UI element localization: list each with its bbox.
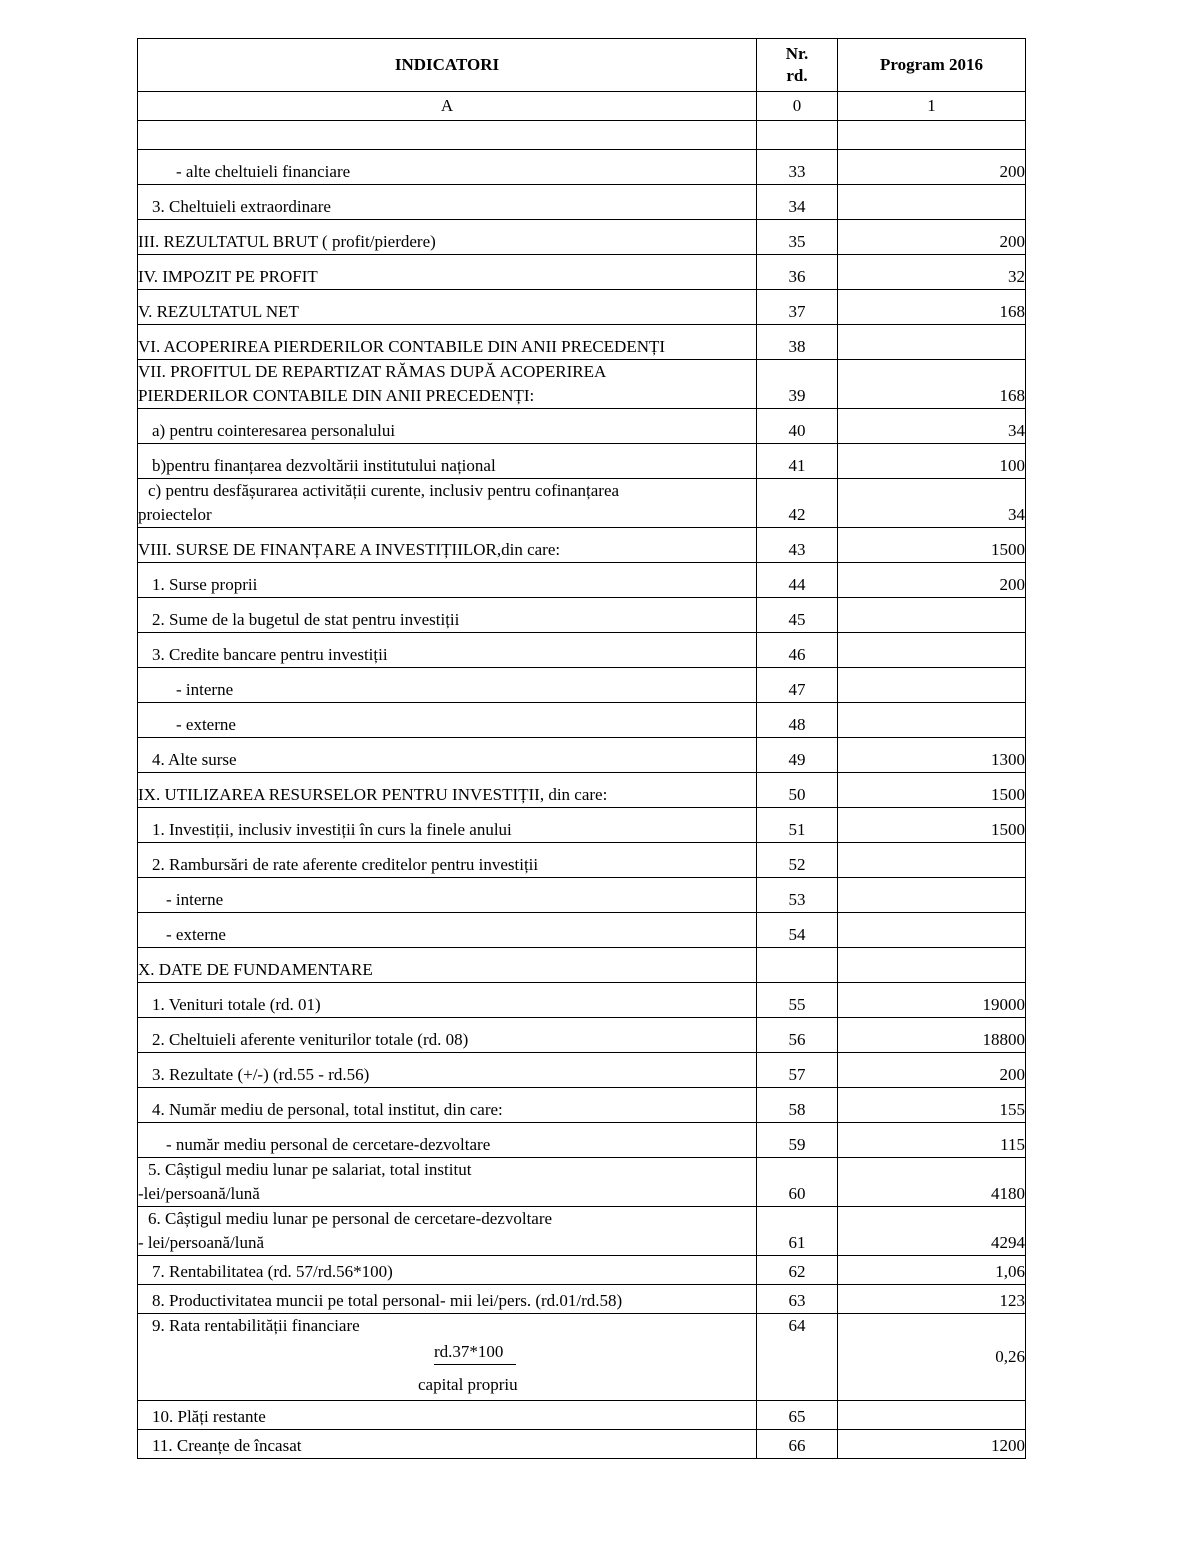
row-value xyxy=(838,1401,1026,1430)
row-nr: 40 xyxy=(757,409,838,444)
row-label: b)pentru finanțarea dezvoltării institutului național xyxy=(138,444,757,479)
row-label-line1: 9. Rata rentabilității financiare xyxy=(152,1316,360,1335)
table-row xyxy=(138,479,1026,528)
table-row xyxy=(138,1430,1026,1459)
table-row xyxy=(138,325,1026,360)
table-row xyxy=(138,878,1026,913)
row-nr: 52 xyxy=(757,843,838,878)
row-label: - externe xyxy=(138,703,757,738)
row-label-line2: - lei/persoană/lună xyxy=(138,1233,265,1252)
header-nr: Nr. xyxy=(785,44,809,63)
table-row xyxy=(138,185,1026,220)
row-label: 2. Sume de la bugetul de stat pentru investiții xyxy=(138,598,757,633)
table-row xyxy=(138,1401,1026,1430)
row-label: 4. Alte surse xyxy=(138,738,757,773)
table-row xyxy=(138,913,1026,948)
row-value: 4294 xyxy=(838,1207,1026,1256)
table-row xyxy=(138,808,1026,843)
row-value: 32 xyxy=(838,255,1026,290)
row-label-line2: -lei/persoană/lună xyxy=(138,1184,260,1203)
row-label: - număr mediu personal de cercetare-dezvoltare xyxy=(138,1123,757,1158)
row-label: 1. Venituri totale (rd. 01) xyxy=(138,983,757,1018)
row-nr: 63 xyxy=(757,1285,838,1314)
row-label xyxy=(138,360,757,409)
index-1: 1 xyxy=(838,92,1026,121)
row-nr: 37 xyxy=(757,290,838,325)
row-value: 19000 xyxy=(838,983,1026,1018)
row-nr: 53 xyxy=(757,878,838,913)
index-a: A xyxy=(138,92,757,121)
table-row xyxy=(138,668,1026,703)
table-row xyxy=(138,738,1026,773)
row-label: - alte cheltuieli financiare xyxy=(138,150,757,185)
row-label: IX. UTILIZAREA RESURSELOR PENTRU INVESTIȚII, din care: xyxy=(138,773,757,808)
row-value xyxy=(838,878,1026,913)
row-label: 1. Investiții, inclusiv investiții în curs la finele anului xyxy=(138,808,757,843)
row-nr: 38 xyxy=(757,325,838,360)
row-value xyxy=(838,913,1026,948)
row-nr xyxy=(757,948,838,983)
row-nr: 66 xyxy=(757,1430,838,1459)
row-value: 200 xyxy=(838,150,1026,185)
row-nr: 64 xyxy=(757,1314,838,1401)
row-label: - interne xyxy=(138,668,757,703)
row-label-line1: 6. Câștigul mediu lunar pe personal de cercetare-dezvoltare xyxy=(148,1209,553,1228)
row-value: 155 xyxy=(838,1088,1026,1123)
row-nr: 46 xyxy=(757,633,838,668)
row-value xyxy=(838,668,1026,703)
table-row xyxy=(138,1285,1026,1314)
row-nr: 47 xyxy=(757,668,838,703)
table-row xyxy=(138,1207,1026,1256)
row-nr: 65 xyxy=(757,1401,838,1430)
row-value: 1500 xyxy=(838,773,1026,808)
table-row xyxy=(138,948,1026,983)
row-nr: 57 xyxy=(757,1053,838,1088)
row-nr: 59 xyxy=(757,1123,838,1158)
table-row xyxy=(138,444,1026,479)
row-label: 7. Rentabilitatea (rd. 57/rd.56*100) xyxy=(138,1256,757,1285)
row-nr: 55 xyxy=(757,983,838,1018)
row-label: III. REZULTATUL BRUT ( profit/pierdere) xyxy=(138,220,757,255)
table-header-row xyxy=(138,39,1026,92)
row-value: 1500 xyxy=(838,808,1026,843)
row-label: 10. Plăți restante xyxy=(138,1401,757,1430)
table-row xyxy=(138,563,1026,598)
row-label-line1: VII. PROFITUL DE REPARTIZAT RĂMAS DUPĂ ACOPERIREA xyxy=(138,362,607,381)
row-nr: 44 xyxy=(757,563,838,598)
table-row xyxy=(138,290,1026,325)
header-nr-rd xyxy=(757,39,838,92)
row-label: - externe xyxy=(138,913,757,948)
row-label-line2: proiectelor xyxy=(138,505,212,524)
row-value: 200 xyxy=(838,1053,1026,1088)
table-row xyxy=(138,1053,1026,1088)
row-label: V. REZULTATUL NET xyxy=(138,290,757,325)
row-label: 3. Credite bancare pentru investiții xyxy=(138,633,757,668)
row-nr: 48 xyxy=(757,703,838,738)
row-value: 200 xyxy=(838,563,1026,598)
row-value xyxy=(838,598,1026,633)
table-row xyxy=(138,220,1026,255)
row-nr: 56 xyxy=(757,1018,838,1053)
row-nr: 60 xyxy=(757,1158,838,1207)
table-row xyxy=(138,1018,1026,1053)
row-label: 4. Număr mediu de personal, total institut, din care: xyxy=(138,1088,757,1123)
table-row xyxy=(138,773,1026,808)
row-nr: 36 xyxy=(757,255,838,290)
row-label-line2: PIERDERILOR CONTABILE DIN ANII PRECEDENȚI: xyxy=(138,386,535,405)
table-row xyxy=(138,409,1026,444)
row-value: 123 xyxy=(838,1285,1026,1314)
fraction-numerator: rd.37*100 xyxy=(434,1340,516,1365)
row-value xyxy=(838,703,1026,738)
row-value: 1500 xyxy=(838,528,1026,563)
row-nr: 49 xyxy=(757,738,838,773)
row-label: 1. Surse proprii xyxy=(138,563,757,598)
row-nr: 33 xyxy=(757,150,838,185)
row-nr: 54 xyxy=(757,913,838,948)
row-nr: 58 xyxy=(757,1088,838,1123)
row-value xyxy=(838,185,1026,220)
row-label: IV. IMPOZIT PE PROFIT xyxy=(138,255,757,290)
row-value: 115 xyxy=(838,1123,1026,1158)
row-value xyxy=(838,948,1026,983)
table-row xyxy=(138,150,1026,185)
row-value: 1,06 xyxy=(838,1256,1026,1285)
row-label: 2. Cheltuieli aferente veniturilor totale (rd. 08) xyxy=(138,1018,757,1053)
row-value: 1200 xyxy=(838,1430,1026,1459)
table-row xyxy=(138,633,1026,668)
table-row xyxy=(138,598,1026,633)
row-value xyxy=(838,633,1026,668)
row-label-line1: 5. Câștigul mediu lunar pe salariat, total institut xyxy=(148,1160,472,1179)
row-label: 3. Rezultate (+/-) (rd.55 - rd.56) xyxy=(138,1053,757,1088)
row-nr: 50 xyxy=(757,773,838,808)
row-nr: 34 xyxy=(757,185,838,220)
row-label: VIII. SURSE DE FINANȚARE A INVESTIȚIILOR,din care: xyxy=(138,528,757,563)
row-label: 8. Productivitatea muncii pe total personal- mii lei/pers. (rd.01/rd.58) xyxy=(138,1285,757,1314)
row-label: X. DATE DE FUNDAMENTARE xyxy=(138,948,757,983)
row-label: VI. ACOPERIREA PIERDERILOR CONTABILE DIN ANII PRECEDENȚI xyxy=(138,325,757,360)
row-value: 1300 xyxy=(838,738,1026,773)
row-value: 34 xyxy=(838,409,1026,444)
table-row xyxy=(138,1314,1026,1401)
row-label: 3. Cheltuieli extraordinare xyxy=(138,185,757,220)
row-nr: 42 xyxy=(757,479,838,528)
row-nr: 61 xyxy=(757,1207,838,1256)
row-nr: 45 xyxy=(757,598,838,633)
row-label: - interne xyxy=(138,878,757,913)
row-nr: 43 xyxy=(757,528,838,563)
row-nr: 35 xyxy=(757,220,838,255)
indicators-table xyxy=(137,38,1026,1459)
table-row xyxy=(138,983,1026,1018)
header-indicatori: INDICATORI xyxy=(138,39,757,92)
table-row xyxy=(138,1256,1026,1285)
row-nr: 51 xyxy=(757,808,838,843)
index-0: 0 xyxy=(757,92,838,121)
table-row xyxy=(138,843,1026,878)
row-value xyxy=(838,843,1026,878)
fraction-denominator: capital propriu xyxy=(418,1375,518,1394)
row-nr: 62 xyxy=(757,1256,838,1285)
row-nr: 41 xyxy=(757,444,838,479)
table-row xyxy=(138,528,1026,563)
row-label xyxy=(138,1158,757,1207)
table-row xyxy=(138,1123,1026,1158)
header-program: Program 2016 xyxy=(838,39,1026,92)
row-value: 0,26 xyxy=(838,1314,1026,1401)
row-nr: 39 xyxy=(757,360,838,409)
column-index-row xyxy=(138,92,1026,121)
table-row xyxy=(138,1088,1026,1123)
table-row xyxy=(138,360,1026,409)
row-label: 2. Rambursări de rate aferente creditelor pentru investiții xyxy=(138,843,757,878)
row-label xyxy=(138,1207,757,1256)
row-value: 168 xyxy=(838,290,1026,325)
row-label: 11. Creanțe de încasat xyxy=(138,1430,757,1459)
row-value xyxy=(838,325,1026,360)
row-label: a) pentru cointeresarea personalului xyxy=(138,409,757,444)
row-label xyxy=(138,479,757,528)
row-label-line1: c) pentru desfășurarea activității curente, inclusiv pentru cofinanțarea xyxy=(148,481,620,500)
row-value: 34 xyxy=(838,479,1026,528)
header-rd: rd. xyxy=(786,66,808,85)
row-value: 100 xyxy=(838,444,1026,479)
table-row xyxy=(138,255,1026,290)
blank-row xyxy=(138,121,1026,150)
row-value: 18800 xyxy=(838,1018,1026,1053)
row-value: 4180 xyxy=(838,1158,1026,1207)
table-row xyxy=(138,1158,1026,1207)
row-label xyxy=(138,1314,757,1401)
row-value: 168 xyxy=(838,360,1026,409)
table-row xyxy=(138,703,1026,738)
row-value: 200 xyxy=(838,220,1026,255)
